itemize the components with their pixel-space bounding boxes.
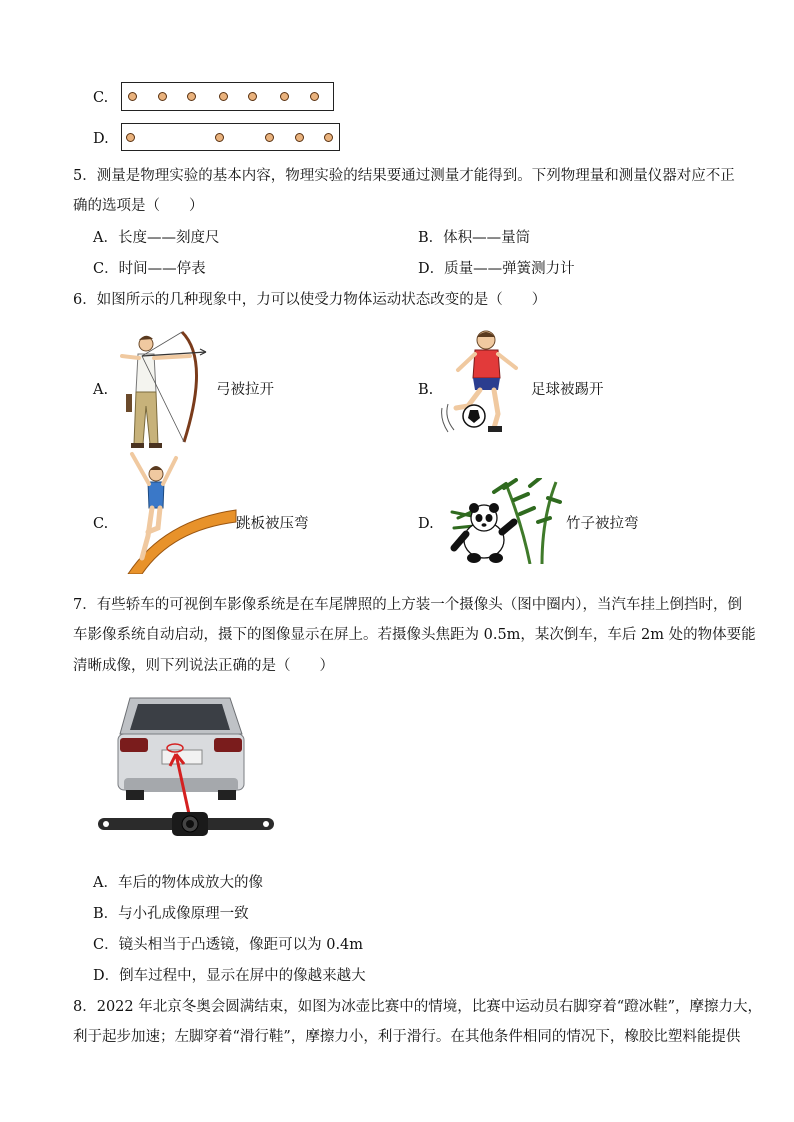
q7-stem-line3: 清晰成像，则下列说法正确的是（ ） bbox=[73, 658, 334, 674]
q4-option-c-label: C. bbox=[93, 90, 109, 106]
q8-stem-line1: 8．2022 年北京冬奥会圆满结束，如图为冰壶比赛中的情境，比赛中运动员右脚穿着“蹬冰鞋”，摩擦力大， bbox=[73, 999, 763, 1015]
q6-option-c-label: C. bbox=[93, 516, 109, 532]
q4-option-d-dot-strip bbox=[121, 123, 340, 151]
strip-dot bbox=[215, 133, 224, 142]
q5-option-d: D．质量——弹簧测力计 bbox=[418, 261, 575, 277]
strip-dot bbox=[280, 92, 289, 101]
q6-stem: 6．如图所示的几种现象中，力可以使受力物体运动状态改变的是（ ） bbox=[73, 292, 547, 308]
q6-option-b-caption: 足球被踢开 bbox=[531, 382, 604, 398]
panda-figure bbox=[444, 478, 562, 564]
q7-option-a: A．车后的物体成放大的像 bbox=[93, 875, 263, 891]
q7-option-d: D．倒车过程中，显示在屏中的像越来越大 bbox=[93, 968, 366, 984]
q7-option-b: B．与小孔成像原理一致 bbox=[93, 906, 249, 922]
strip-dot bbox=[128, 92, 137, 101]
q6-option-c-caption: 跳板被压弯 bbox=[236, 516, 309, 532]
strip-dot bbox=[187, 92, 196, 101]
strip-dot bbox=[158, 92, 167, 101]
q5-option-a: A．长度——刻度尺 bbox=[93, 230, 220, 246]
q8-stem-line2: 利于起步加速；左脚穿着“滑行鞋”，摩擦力小，利于滑行。在其他条件相同的情况下，橡胶比塑料能提供 bbox=[73, 1029, 741, 1045]
q7-stem-line1: 7．有些轿车的可视倒车影像系统是在车尾牌照的上方装一个摄像头（图中圈内），当汽车挂上倒挡时，倒 bbox=[73, 597, 742, 613]
strip-dot bbox=[295, 133, 304, 142]
soccer-figure bbox=[440, 328, 524, 436]
q6-option-b-label: B. bbox=[418, 382, 434, 398]
archer-figure bbox=[112, 326, 208, 460]
q5-option-c: C．时间——停表 bbox=[93, 261, 206, 277]
q4-option-c-dot-strip bbox=[121, 82, 334, 111]
strip-dot bbox=[248, 92, 257, 101]
strip-dot bbox=[265, 133, 274, 142]
q5-option-b: B．体积——量筒 bbox=[418, 230, 531, 246]
reversing-camera-figure bbox=[96, 690, 276, 842]
q6-option-a-caption: 弓被拉开 bbox=[216, 382, 274, 398]
strip-dot bbox=[310, 92, 319, 101]
q7-option-c: C．镜头相当于凸透镜，像距可以为 0.4m bbox=[93, 937, 364, 953]
q6-option-d-caption: 竹子被拉弯 bbox=[566, 516, 639, 532]
diver-figure bbox=[118, 450, 238, 574]
q5-stem-line2: 确的选项是（ ） bbox=[73, 198, 204, 214]
q6-option-a-label: A. bbox=[93, 382, 109, 398]
q4-option-d-label: D. bbox=[93, 131, 109, 147]
strip-dot bbox=[126, 133, 135, 142]
q5-stem-line1: 5．测量是物理实验的基本内容，物理实验的结果要通过测量才能得到。下列物理量和测量仪器对应不正 bbox=[73, 168, 735, 184]
strip-dot bbox=[219, 92, 228, 101]
strip-dot bbox=[324, 133, 333, 142]
q7-stem-line2: 车影像系统自动启动，摄下的图像显示在屏上。若摄像头焦距为 0.5m，某次倒车，车后 2m 处的物体要能 bbox=[73, 627, 756, 643]
q6-option-d-label: D. bbox=[418, 516, 434, 532]
